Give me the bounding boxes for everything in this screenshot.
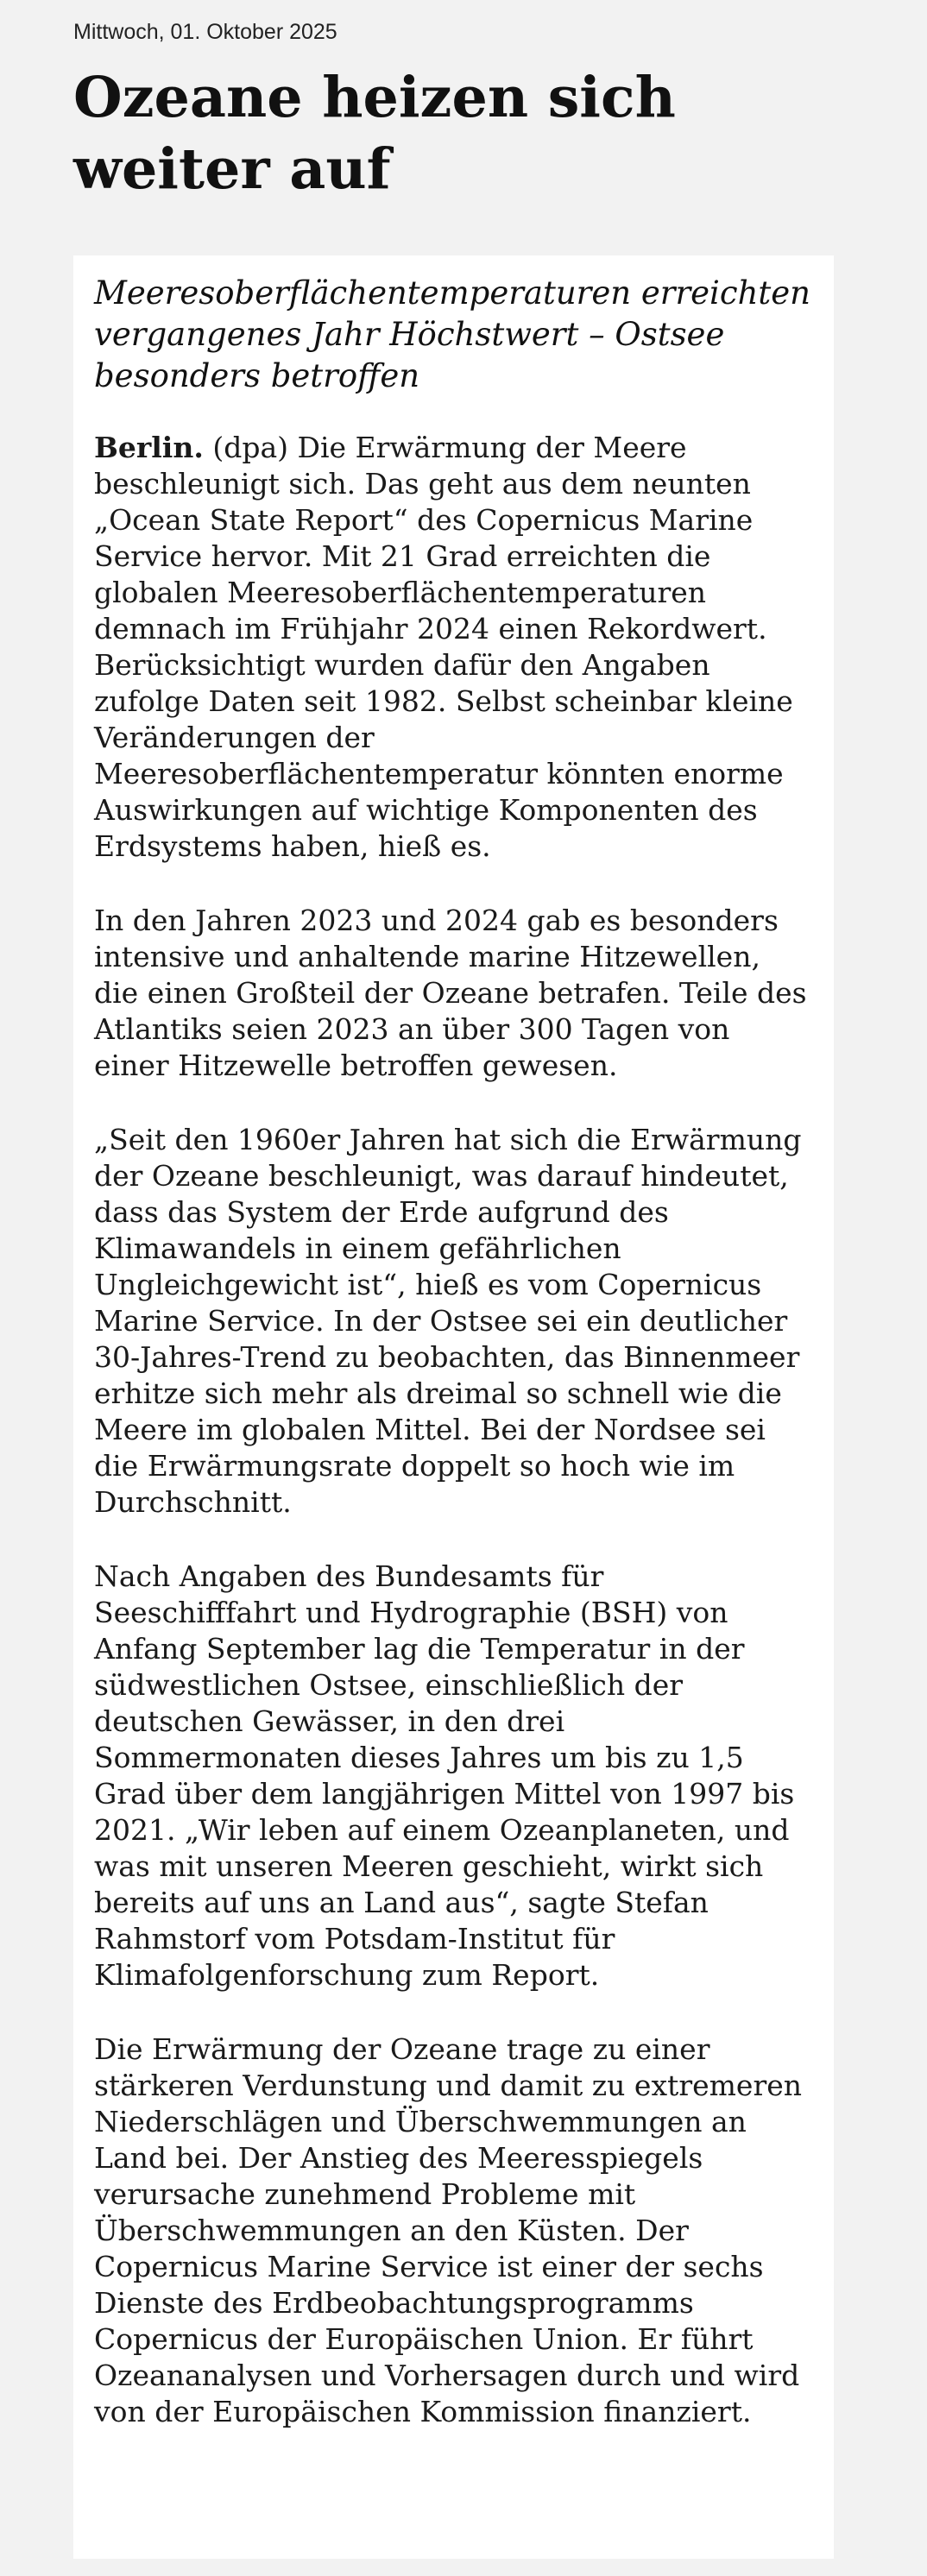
article-paragraph-2: In den Jahren 2023 und 2024 gab es besonders intensive und anhaltende marine Hitzewellen, die einen Großteil der Ozeane betrafen. Teile des Atlantiks seien 2023 an über 300 Tagen von einer Hitzewelle betroffen gewesen. — [94, 904, 807, 1082]
publication-date: Mittwoch, 01. Oktober 2025 — [73, 20, 337, 44]
article-paragraph-3: „Seit den 1960er Jahren hat sich die Erwärmung der Ozeane beschleunigt, was darauf hindeutet, dass das System der Erde aufgrund des Klimawandels in einem gefährlichen Ungleichgewicht ist“, hieß es vom Copernicus Marine Service. In der Ostsee sei ein deutlicher 30-Jahres-Trend zu beobachten, das Binnenmeer erhitze sich mehr als dreimal so schnell wie die Meere im globalen Mittel. Bei der Nordsee sei die Erwärmungsrate doppelt so hoch wie im Durchschnitt. — [94, 1123, 802, 1519]
article-subtitle: Meeresoberflächentemperaturen erreichten vergangenes Jahr Höchstwert – Ostsee besonders betroffen — [94, 274, 811, 394]
paragraph-text: (dpa) Die Erwärmung der Meere beschleunigt sich. Das geht aus dem neunten „Ocean State Report“ des Copernicus Marine Service hervor. Mit 21 Grad erreichten die globalen Meeresoberflächentemperaturen demnach im Frühjahr 2024 einen Rekordwert. Berücksichtigt wurden dafür den Angaben zufolge Daten seit 1982. Selbst scheinbar kleine Veränderungen der Meeresoberflächentemperatur könnten enorme Auswirkungen auf wichtige Komponenten des Erdsystems haben, hieß es. — [94, 431, 793, 863]
article-paragraph-1 — [94, 430, 813, 865]
article-paragraph-4: Nach Angaben des Bundesamts für Seeschifffahrt und Hydrographie (BSH) von Anfang September lag die Temperatur in der südwestlichen Ostsee, einschließlich der deutschen Gewässer, in den drei Sommermonaten dieses Jahres um bis zu 1,5 Grad über dem langjährigen Mittel von 1997 bis 2021. „Wir leben auf einem Ozeanplaneten, und was mit unseren Meeren geschieht, wirkt sich bereits auf uns an Land aus“, sagte Stefan Rahmstorf vom Potsdam-Institut für Klimafolgenforschung zum Report. — [94, 1559, 795, 1992]
article-paragraph-5: Die Erwärmung der Ozeane trage zu einer stärkeren Verdunstung und damit zu extremeren Niederschlägen und Überschwemmungen an Land bei. Der Anstieg des Meeresspiegels verursache zunehmend Probleme mit Überschwemmungen an den Küsten. Der Copernicus Marine Service ist einer der sechs Dienste des Erdbeobachtungsprogramms Copernicus der Europäischen Union. Er führt Ozeananalysen und Vorhersagen durch und wird von der Europäischen Kommission finanziert. — [94, 2032, 803, 2428]
article-headline: Ozeane heizen sich weiter auf — [73, 65, 676, 202]
dateline-city: Berlin. — [94, 431, 204, 464]
article-body-card — [73, 255, 834, 2559]
